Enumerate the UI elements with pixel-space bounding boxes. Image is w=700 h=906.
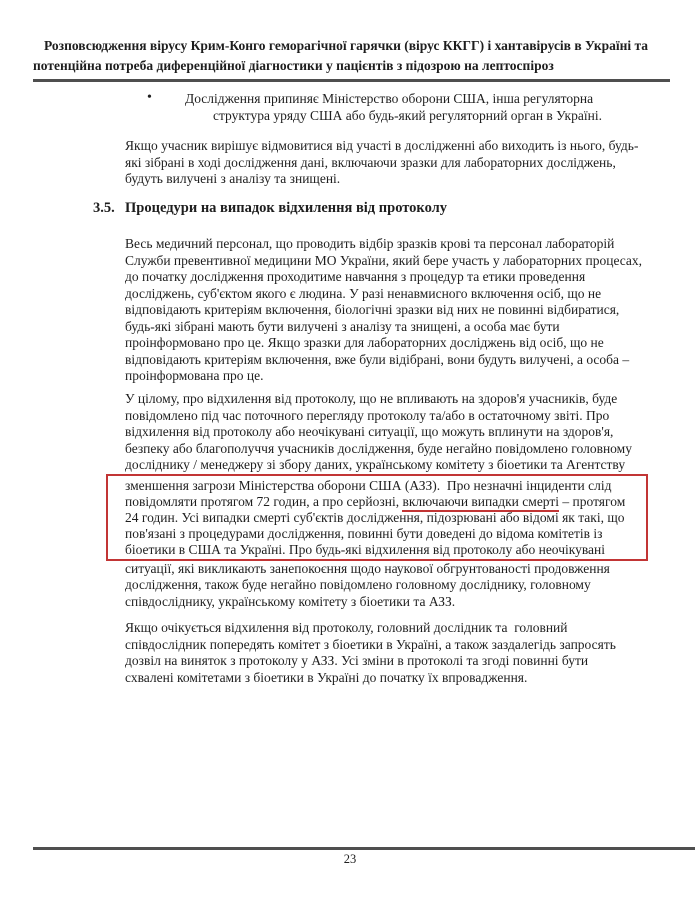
text-line: які зібрані в ході дослідження дані, включаючи зразки для лабораторних досліджень, — [125, 154, 616, 170]
text-line: дозвіл на виняток з протоколу у АЗЗ. Усі зміни в протоколі та згоді повинні бути — [125, 653, 589, 668]
text-line: 24 годин. Усі випадки смерті суб'єктів дослідження, підозрювані або відомі як такі, що — [125, 509, 625, 525]
text-line: відповідають критеріям включення, біологічні зразки від них не повинні відбиратися, — [125, 302, 620, 317]
footer-rule — [33, 847, 695, 850]
text-line: схвалені комітетами з біоетики в Україні до початку їх впровадження. — [125, 669, 528, 685]
text-line: до початку дослідження проходитиме навчання з процедур та етики проведення — [125, 269, 586, 284]
header-title-line-2: потенційна потреба диференційної діагностики у пацієнтів з підозрою на лептоспіроз — [33, 58, 554, 73]
text-line: проінформована про це. — [125, 368, 264, 383]
section-title: Процедури на випадок відхилення від протоколу — [125, 200, 448, 216]
text-line: Весь медичний персонал, що проводить відбір зразків крові та персонал лабораторій — [125, 236, 615, 251]
text-line: У цілому, про відхилення від протоколу, що не впливають на здоров'я учасників, буде — [125, 391, 618, 406]
text-line: біоетики в США та Україні. Про будь-які відхилення від протоколу або неочікувані — [125, 541, 606, 557]
text-line: пов'язані з процедурами дослідження, повинні бути доведені до відома комітетів із — [125, 525, 603, 541]
bullet-item — [125, 91, 655, 124]
text-line: відхилення від протоколу або неочікувані ситуації, що можуть вплинути на здоров'я, — [125, 424, 614, 439]
red-highlight-box — [106, 474, 648, 561]
text-line: співдосліднику, українському комітету з біоетики та АЗЗ. — [125, 593, 456, 609]
text-line: досліднику / менеджеру зі збору даних, українському комітету з біоетики та Агентству — [125, 457, 626, 472]
section-heading — [93, 199, 655, 217]
header-title-line-1: Розповсюдження вірусу Крим-Конго геморагічної гарячки (вірус ККГГ) і хантавірусів в Україні та — [44, 38, 649, 53]
red-underlined-phrase: включаючи випадки смерті — [402, 494, 559, 512]
text-line: співдослідник попередять комітет з біоетики в Україні, а також заздалегідь запросять — [125, 636, 616, 652]
bullet-text-line-2: структура уряду США або будь-який регуляторний орган в Україні. — [213, 107, 602, 123]
text-line: проінформовано про це. Якщо зразки для лабораторних досліджень від осіб, що не — [125, 335, 604, 350]
text-line: дослідження, також буде негайно повідомлено головному досліднику, головному — [125, 577, 591, 592]
text-line: зменшення загрози Міністерства оборони США (АЗЗ). Про незначні інциденти слід — [125, 477, 612, 493]
text-line: ситуації, які викликають занепокоєння щодо наукової обгрунтованості продовження — [125, 560, 610, 576]
text-segment: – протягом — [559, 493, 626, 509]
text-line: будуть вилучені з аналізу та знищені. — [125, 171, 341, 186]
page-number: 23 — [343, 852, 357, 866]
text-line: Якщо очікується відхилення від протоколу, головний дослідник та головний — [125, 620, 568, 635]
text-line: безпеку або благополуччя учасників дослідження, буде негайно повідомлено головному — [125, 440, 632, 456]
paragraph-expected-deviations — [125, 620, 655, 686]
text-line: досліджень, суб'єктом якого є людина. У разі ненавмисного включення осіб, що не — [125, 285, 602, 301]
text-line: Якщо учасник вирішує відмовитися від участі в дослідженні або виходить із нього, будь- — [125, 138, 639, 153]
text-line: відповідають критеріям включення, вже були відібрані, вони будуть вилучені, а особа – — [125, 351, 630, 367]
text-line: повідомлено під час поточного перегляду протоколу та/або в остаточному звіті. Про — [125, 407, 610, 423]
paragraph-deviations — [125, 391, 655, 610]
text-line: будь-які зібрані мають бути вилучені з аналізу та знищені, а особа має бути — [125, 318, 560, 334]
section-number: 3.5. — [93, 200, 115, 216]
page-header — [33, 36, 670, 82]
text-segment: повідомляти протягом 72 годин, а про серйозні, — [125, 493, 403, 509]
bullet-text-line-1: Дослідження припиняє Міністерство оборони США, інша регуляторна — [185, 91, 594, 106]
text-line-with-underline — [125, 494, 642, 510]
paragraph-training — [125, 236, 655, 385]
bullet-icon: • — [147, 90, 152, 105]
text-line: Служби превентивної медицини МО України, який бере участь у лабораторних процесах, — [125, 252, 643, 268]
paragraph-withdrawal — [125, 138, 655, 188]
